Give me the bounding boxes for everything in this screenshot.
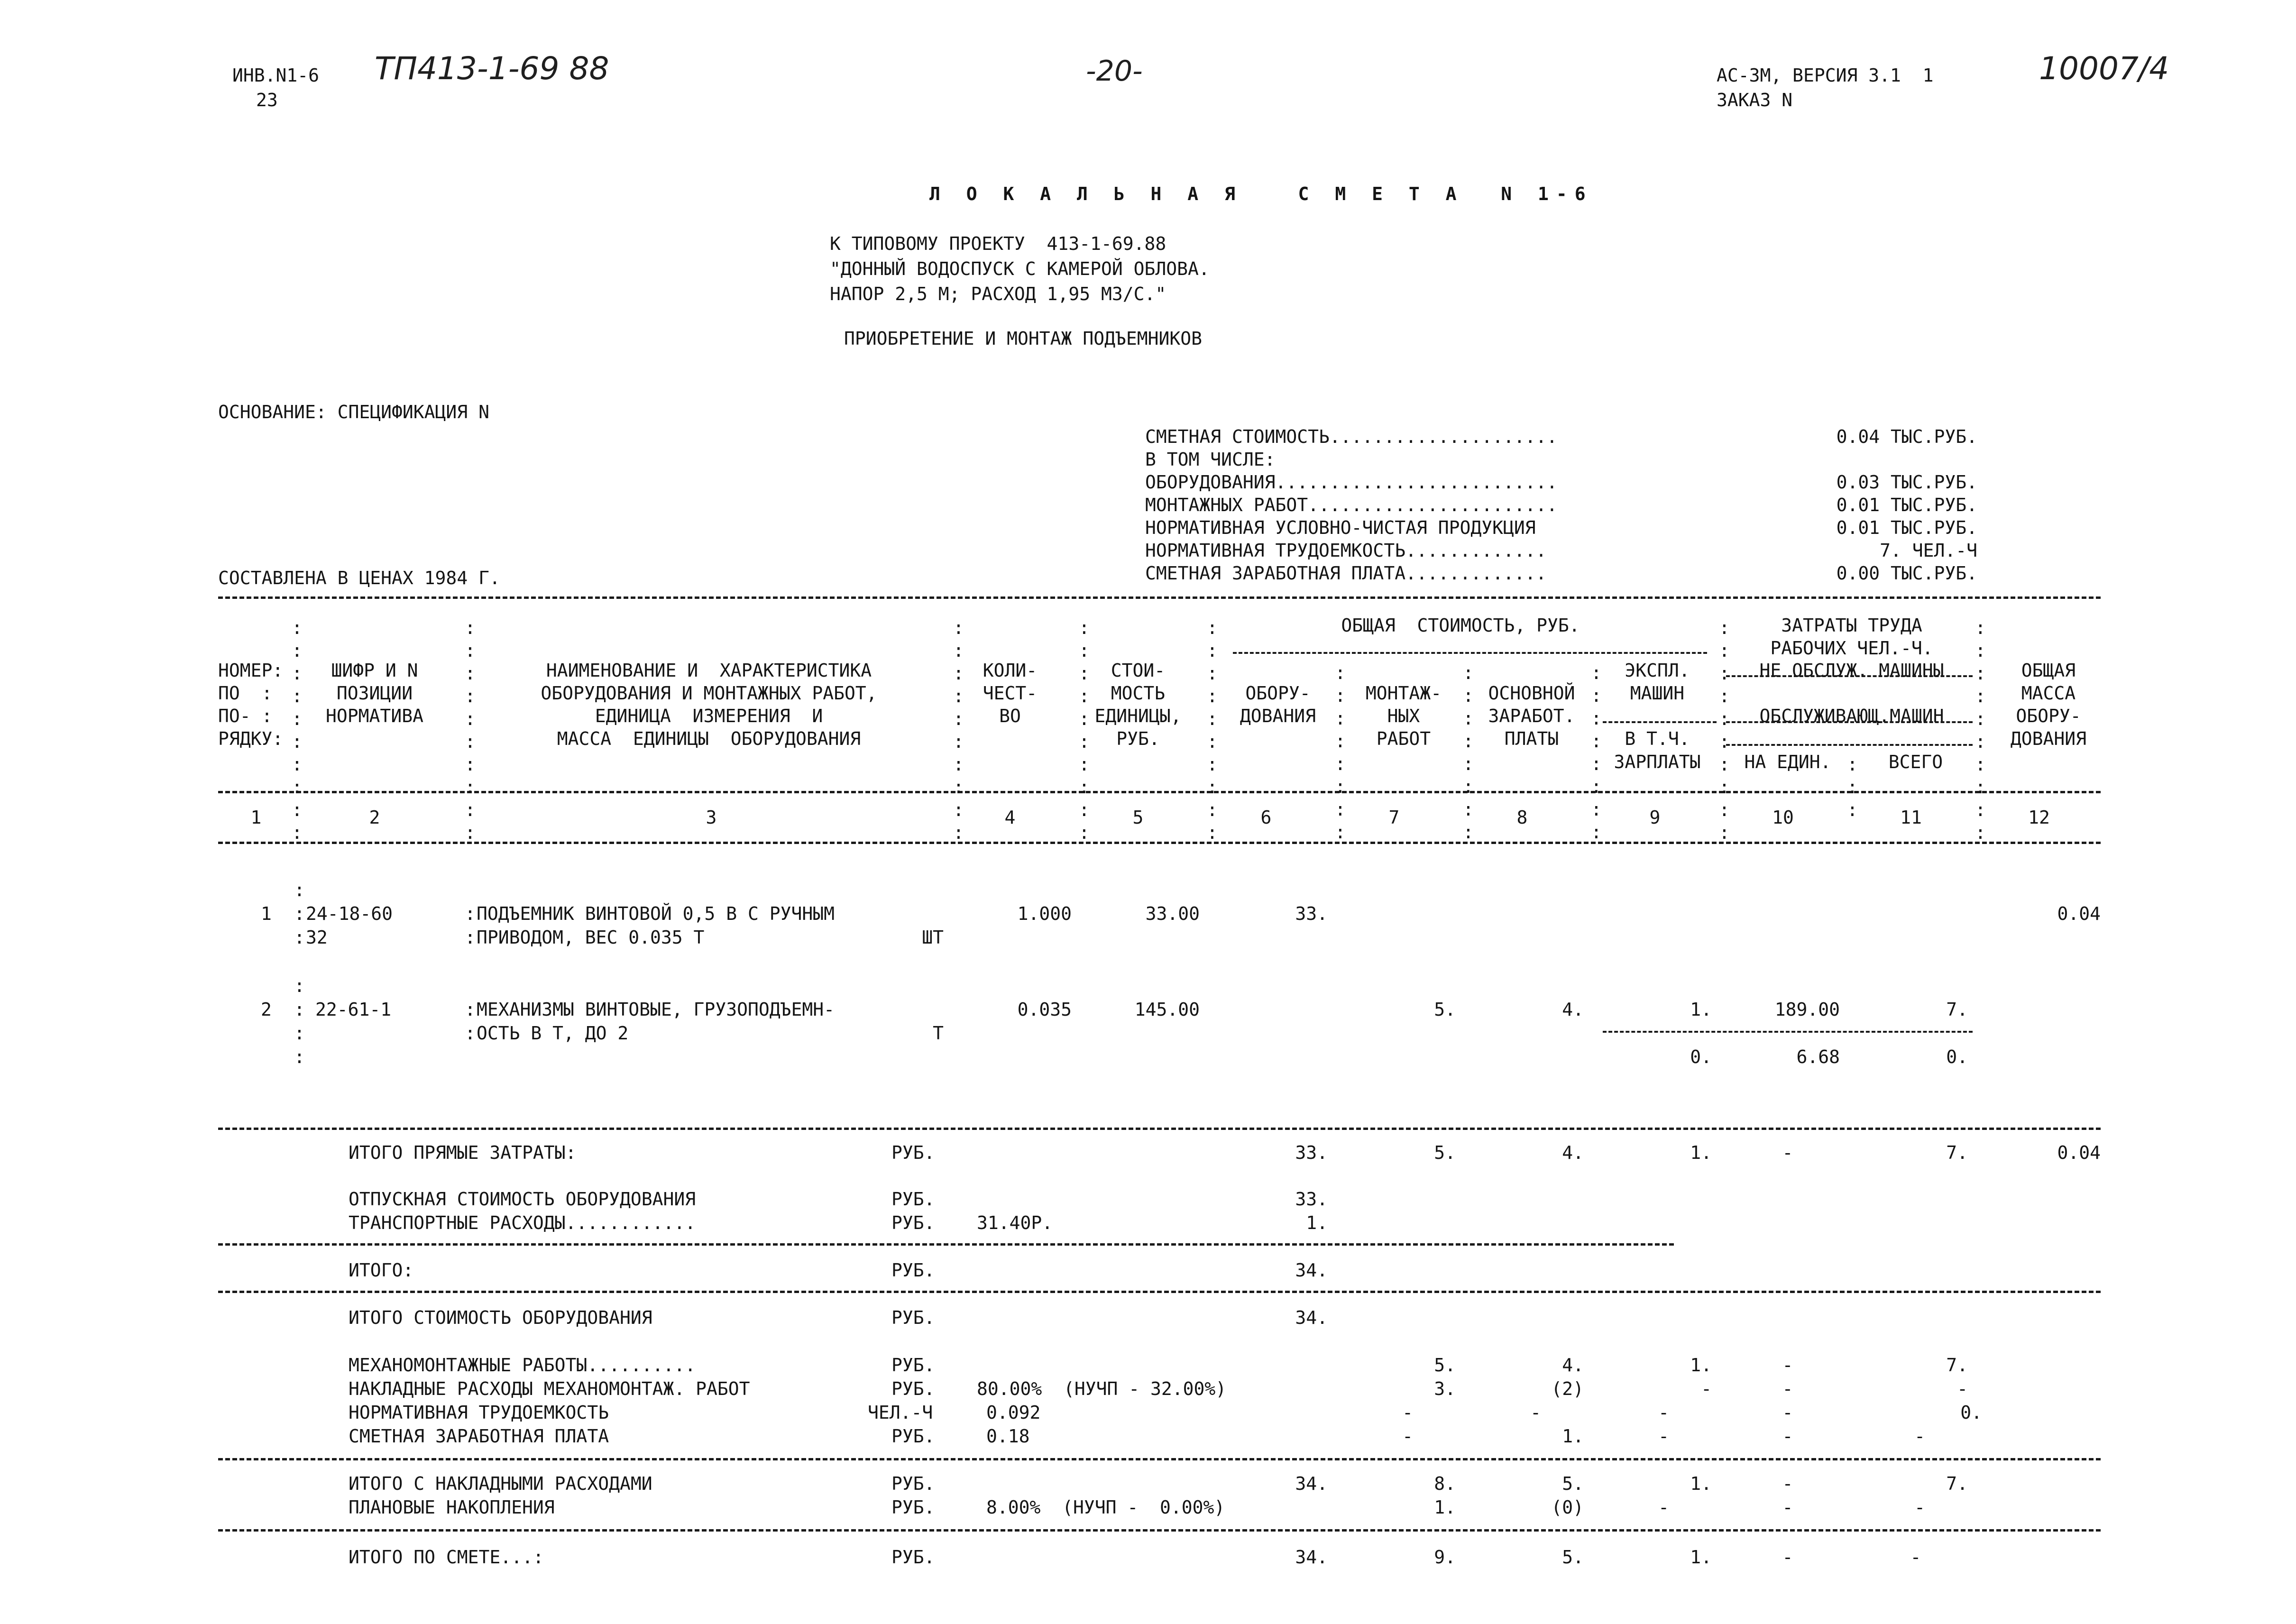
header-col7: НЫХ xyxy=(1387,706,1420,726)
summary-label: В ТОМ ЧИСЛЕ: xyxy=(1145,449,1276,470)
row-code: 24-18-60 xyxy=(306,903,393,924)
column-separator: : : : : : : : : : : xyxy=(1079,617,1090,843)
column-separator: : : : : : : : : xyxy=(1591,662,1602,843)
total-label: СМЕТНАЯ ЗАРАБОТНАЯ ПЛАТА xyxy=(349,1426,609,1447)
summary-value: 0.01 ТЫС.РУБ. xyxy=(1836,517,1977,538)
row-number: 1 xyxy=(261,903,272,924)
header-col11: ВСЕГО xyxy=(1888,752,1943,772)
total-equipment: 34. xyxy=(1295,1260,1328,1281)
title-parameters: НАПОР 2,5 М; РАСХОД 1,95 М3/С." xyxy=(830,284,1166,304)
total-wage: 5. xyxy=(1562,1473,1584,1494)
total-label: ПЛАНОВЫЕ НАКОПЛЕНИЯ xyxy=(349,1497,555,1518)
title-object: "ДОННЫЙ ВОДОСПУСК С КАМЕРОЙ ОБЛОВА. xyxy=(830,258,1210,279)
total-rate: 0.18 xyxy=(986,1426,1030,1447)
total-mass: 0.04 xyxy=(2057,1142,2101,1163)
total-labor: - xyxy=(1957,1378,1968,1399)
header-col6: ОБОРУ- xyxy=(1245,683,1311,704)
rule xyxy=(218,1291,2101,1293)
total-wage: - xyxy=(1530,1402,1541,1423)
total-label: ОТПУСКНАЯ СТОИМОСТЬ ОБОРУДОВАНИЯ xyxy=(349,1189,696,1210)
total-mounting: 5. xyxy=(1434,1142,1456,1163)
order-label: ЗАКАЗ N xyxy=(1717,90,1793,110)
total-labor-unit: - xyxy=(1782,1402,1793,1423)
row-separator: : xyxy=(465,927,476,948)
total-mounting: - xyxy=(1402,1402,1413,1423)
header-col7: МОНТАЖ- xyxy=(1365,683,1442,704)
summary-value: 0.00 ТЫС.РУБ. xyxy=(1836,563,1977,584)
row-number: 2 xyxy=(261,999,272,1020)
column-number: 4 xyxy=(1004,807,1016,828)
header-col12: ОБЩАЯ xyxy=(2021,660,2076,681)
header-col3: ОБОРУДОВАНИЯ И МОНТАЖНЫХ РАБОТ, xyxy=(541,683,877,704)
column-number: 1 xyxy=(250,807,262,828)
row-separator: : xyxy=(294,903,305,924)
rule xyxy=(218,1243,1674,1246)
row-mounting-cost: 5. xyxy=(1434,999,1456,1020)
total-mounting: 5. xyxy=(1434,1355,1456,1376)
row-machine-cost: 1. xyxy=(1690,999,1712,1020)
header-col3: МАССА ЕДИНИЦЫ ОБОРУДОВАНИЯ xyxy=(557,728,861,749)
total-mounting: 3. xyxy=(1434,1378,1456,1399)
total-labor-unit: - xyxy=(1782,1142,1793,1163)
column-separator: : : : : : : : : : : xyxy=(953,617,964,843)
total-labor-unit: - xyxy=(1782,1547,1793,1568)
column-number: 3 xyxy=(706,807,717,828)
row-separator: : xyxy=(465,1023,476,1044)
header-col9: ЗАРПЛАТЫ xyxy=(1614,752,1701,772)
row-labor-unit: 6.68 xyxy=(1796,1046,1840,1067)
total-unit: РУБ. xyxy=(891,1189,935,1210)
total-labor-unit: - xyxy=(1782,1473,1793,1494)
document-subtitle: ПРИОБРЕТЕНИЕ И МОНТАЖ ПОДЪЕМНИКОВ xyxy=(844,328,1202,349)
total-unit: РУБ. xyxy=(891,1497,935,1518)
header-col5: ЕДИНИЦЫ, xyxy=(1094,706,1182,726)
total-label: ИТОГО С НАКЛАДНЫМИ РАСХОДАМИ xyxy=(349,1473,652,1494)
total-unit: РУБ. xyxy=(891,1426,935,1447)
total-labor: 0. xyxy=(1960,1402,1982,1423)
total-label: ИТОГО: xyxy=(349,1260,414,1281)
header-col7: РАБОТ xyxy=(1376,728,1431,749)
header-col9: МАШИН xyxy=(1630,683,1685,704)
total-machine: 1. xyxy=(1690,1547,1712,1568)
header-labor-sub: НЕ ОБСЛУЖ. МАШИНЫ xyxy=(1759,660,1944,681)
total-unit: РУБ. xyxy=(891,1473,935,1494)
header-group-cost: ОБЩАЯ СТОИМОСТЬ, РУБ. xyxy=(1341,615,1580,636)
header-col1: НОМЕР: xyxy=(218,660,284,681)
summary-value: 0.01 ТЫС.РУБ. xyxy=(1836,495,1977,515)
row-unit-cost: 145.00 xyxy=(1134,999,1200,1020)
summary-label: МОНТАЖНЫХ РАБОТ....................... xyxy=(1145,495,1558,515)
total-labor: 7. xyxy=(1946,1355,1968,1376)
rule xyxy=(1233,652,1707,654)
total-mounting: 9. xyxy=(1434,1547,1456,1568)
total-labor: - xyxy=(1914,1497,1925,1518)
header-col1: ПО- : xyxy=(218,706,273,726)
rule xyxy=(218,596,2101,599)
rule xyxy=(218,1529,2101,1532)
system-version: АС-3М, ВЕРСИЯ 3.1 1 xyxy=(1717,65,1934,86)
total-wage: 1. xyxy=(1562,1426,1584,1447)
summary-label: НОРМАТИВНАЯ ТРУДОЕМКОСТЬ............. xyxy=(1145,540,1547,561)
total-mounting: - xyxy=(1402,1426,1413,1447)
column-separator: : : : : : : : : : : xyxy=(292,617,303,843)
column-separator: : : : : : : : : : : xyxy=(1207,617,1218,843)
summary-label: СМЕТНАЯ СТОИМОСТЬ..................... xyxy=(1145,426,1558,447)
rule xyxy=(1726,721,1973,723)
column-number: 10 xyxy=(1772,807,1794,828)
row-separator: : xyxy=(465,903,476,924)
total-unit: РУБ. xyxy=(891,1307,935,1328)
total-machine: - xyxy=(1701,1378,1712,1399)
header-col4: КОЛИ- xyxy=(983,660,1038,681)
header-col6: ДОВАНИЯ xyxy=(1240,706,1316,726)
header-col12: МАССА xyxy=(2021,683,2076,704)
rule xyxy=(1726,675,1973,677)
column-number: 11 xyxy=(1900,807,1922,828)
summary-value: 0.04 ТЫС.РУБ. xyxy=(1836,426,1977,447)
total-wage: 4. xyxy=(1562,1355,1584,1376)
header-col4: ВО xyxy=(999,706,1021,726)
total-labor-unit: - xyxy=(1782,1355,1793,1376)
column-separator: : : : xyxy=(1847,754,1858,820)
total-rate: 31.40Р. xyxy=(977,1212,1053,1233)
column-number: 9 xyxy=(1649,807,1661,828)
inventory-sub: 23 xyxy=(256,90,278,110)
rule xyxy=(1603,721,1717,723)
header-col8: ЗАРАБОТ. xyxy=(1488,706,1575,726)
row-wage: 4. xyxy=(1562,999,1584,1020)
total-unit: РУБ. xyxy=(891,1212,935,1233)
header-col8: ПЛАТЫ xyxy=(1504,728,1559,749)
row-separator: : xyxy=(294,1023,305,1044)
header-col3: НАИМЕНОВАНИЕ И ХАРАКТЕРИСТИКА xyxy=(546,660,872,681)
column-number: 2 xyxy=(369,807,380,828)
total-machine: - xyxy=(1658,1426,1669,1447)
row-separator: : xyxy=(294,1046,305,1067)
rule xyxy=(1726,744,1973,746)
row-labor-total: 0. xyxy=(1946,1046,1968,1067)
total-label: ИТОГО СТОИМОСТЬ ОБОРУДОВАНИЯ xyxy=(349,1307,652,1328)
summary-value: 7. ЧЕЛ.-Ч xyxy=(1880,540,1977,561)
header-col2: ПОЗИЦИИ xyxy=(336,683,413,704)
header-col3: ЕДИНИЦА ИЗМЕРЕНИЯ И xyxy=(595,706,823,726)
row-code: 32 xyxy=(306,927,328,948)
row-code: 22-61-1 xyxy=(315,999,392,1020)
row-unit: Т xyxy=(933,1023,944,1044)
total-label: НОРМАТИВНАЯ ТРУДОЕМКОСТЬ xyxy=(349,1402,609,1423)
total-mounting: 1. xyxy=(1434,1497,1456,1518)
total-machine: 1. xyxy=(1690,1473,1712,1494)
total-labor: 7. xyxy=(1946,1473,1968,1494)
handwritten-code: 10007/4 xyxy=(2039,50,2169,87)
row-machine-wage: 0. xyxy=(1690,1046,1712,1067)
header-col8: ОСНОВНОЙ xyxy=(1488,683,1575,704)
row-separator: : xyxy=(294,975,305,996)
total-label: ТРАНСПОРТНЫЕ РАСХОДЫ............ xyxy=(349,1212,696,1233)
total-unit: РУБ. xyxy=(891,1378,935,1399)
total-equipment: 33. xyxy=(1295,1142,1328,1163)
rule xyxy=(218,842,2101,844)
column-separator: : : : : : : : : xyxy=(1463,662,1474,843)
header-col9: ЭКСПЛ. xyxy=(1625,660,1690,681)
row-unit: ШТ xyxy=(922,927,944,948)
column-separator: : : : : : : : : : : xyxy=(1975,617,1986,843)
header-col1: РЯДКУ: xyxy=(218,728,284,749)
total-equipment: 34. xyxy=(1295,1307,1328,1328)
total-rate: 80.00% (НУЧП - 32.00%) xyxy=(977,1378,1227,1399)
rule xyxy=(218,1458,2101,1460)
rule xyxy=(218,1128,2101,1130)
total-equipment: 34. xyxy=(1295,1547,1328,1568)
total-machine: - xyxy=(1658,1497,1669,1518)
total-label: ИТОГО ПО СМЕТЕ...: xyxy=(349,1547,544,1568)
row-quantity: 0.035 xyxy=(1017,999,1072,1020)
page-number: -20- xyxy=(1086,55,1143,88)
row-equipment-cost: 33. xyxy=(1295,903,1328,924)
header-col4: ЧЕСТ- xyxy=(983,683,1038,704)
header-col10: НА ЕДИН. xyxy=(1744,752,1831,772)
total-wage: 5. xyxy=(1562,1547,1584,1568)
summary-value: 0.03 ТЫС.РУБ. xyxy=(1836,472,1977,493)
total-wage: (2) xyxy=(1551,1378,1584,1399)
row-name: ПОДЪЕМНИК ВИНТОВОЙ 0,5 В С РУЧНЫМ xyxy=(477,903,835,924)
header-labor-sub: ОБСЛУЖИВАЮЩ.МАШИН xyxy=(1759,706,1944,726)
row-labor-total: 7. xyxy=(1946,999,1968,1020)
summary-label: НОРМАТИВНАЯ УСЛОВНО-ЧИСТАЯ ПРОДУКЦИЯ xyxy=(1145,517,1536,538)
total-labor-unit: - xyxy=(1782,1378,1793,1399)
total-rate: 8.00% (НУЧП - 0.00%) xyxy=(986,1497,1225,1518)
basis-line: ОСНОВАНИЕ: СПЕЦИФИКАЦИЯ N xyxy=(218,402,489,422)
header-col12: ОБОРУ- xyxy=(2016,706,2081,726)
total-labor: - xyxy=(1910,1547,1921,1568)
total-rate: 0.092 xyxy=(986,1402,1041,1423)
total-labor: - xyxy=(1914,1426,1925,1447)
total-unit: РУБ. xyxy=(891,1260,935,1281)
column-separator: : : : : : : : : : : xyxy=(465,617,476,843)
column-separator: : : : : : : : : xyxy=(1335,662,1346,843)
summary-label: ОБОРУДОВАНИЯ.......................... xyxy=(1145,472,1558,493)
document-title: Л О К А Л Ь Н А Я С М Е Т А N 1-6 xyxy=(929,184,1593,204)
row-name: ОСТЬ В Т, ДО 2 xyxy=(477,1023,629,1044)
total-machine: 1. xyxy=(1690,1142,1712,1163)
header-group-labor: РАБОЧИХ ЧЕЛ.-Ч. xyxy=(1770,638,1933,659)
row-separator: : xyxy=(294,880,305,900)
header-col2: НОРМАТИВА xyxy=(326,706,423,726)
header-col1: ПО : xyxy=(218,683,273,704)
column-number: 5 xyxy=(1132,807,1144,828)
total-label: МЕХАНОМОНТАЖНЫЕ РАБОТЫ.......... xyxy=(349,1355,696,1376)
header-col5: РУБ. xyxy=(1116,728,1160,749)
total-mounting: 8. xyxy=(1434,1473,1456,1494)
total-machine: 1. xyxy=(1690,1355,1712,1376)
total-unit: РУБ. xyxy=(891,1355,935,1376)
total-label: НАКЛАДНЫЕ РАСХОДЫ МЕХАНОМОНТАЖ. РАБОТ xyxy=(349,1378,750,1399)
header-col5: МОСТЬ xyxy=(1111,683,1166,704)
total-unit: РУБ. xyxy=(891,1547,935,1568)
row-quantity: 1.000 xyxy=(1017,903,1072,924)
column-number: 7 xyxy=(1388,807,1400,828)
header-group-labor: ЗАТРАТЫ ТРУДА xyxy=(1781,615,1922,636)
total-unit: РУБ. xyxy=(891,1142,935,1163)
total-equipment: 1. xyxy=(1306,1212,1328,1233)
header-col12: ДОВАНИЯ xyxy=(2010,728,2087,749)
inventory-number: ИНВ.N1-6 xyxy=(232,65,320,86)
column-number: 6 xyxy=(1260,807,1272,828)
total-labor-unit: - xyxy=(1782,1497,1793,1518)
total-labor-unit: - xyxy=(1782,1426,1793,1447)
title-project: К ТИПОВОМУ ПРОЕКТУ 413-1-69.88 xyxy=(830,233,1166,254)
header-col5: СТОИ- xyxy=(1111,660,1166,681)
row-mass: 0.04 xyxy=(2057,903,2101,924)
row-name: ПРИВОДОМ, ВЕС 0.035 Т xyxy=(477,927,705,948)
row-separator: : xyxy=(294,999,305,1020)
total-unit: ЧЕЛ.-Ч xyxy=(868,1402,933,1423)
summary-label: СМЕТНАЯ ЗАРАБОТНАЯ ПЛАТА............. xyxy=(1145,563,1547,584)
total-equipment: 33. xyxy=(1295,1189,1328,1210)
total-wage: 4. xyxy=(1562,1142,1584,1163)
row-separator: : xyxy=(465,999,476,1020)
total-wage: (0) xyxy=(1551,1497,1584,1518)
total-labor: 7. xyxy=(1946,1142,1968,1163)
row-unit-cost: 33.00 xyxy=(1145,903,1200,924)
total-label: ИТОГО ПРЯМЫЕ ЗАТРАТЫ: xyxy=(349,1142,577,1163)
rule xyxy=(1603,1031,1973,1033)
total-equipment: 34. xyxy=(1295,1473,1328,1494)
column-separator: : : : : : : : : : : xyxy=(1719,617,1730,843)
column-number: 8 xyxy=(1516,807,1528,828)
column-number: 12 xyxy=(2028,807,2050,828)
row-separator: : xyxy=(294,927,305,948)
prices-year: СОСТАВЛЕНА В ЦЕНАХ 1984 Г. xyxy=(218,568,500,588)
handwritten-project-number: ТП413-1-69 88 xyxy=(375,50,609,87)
row-name: МЕХАНИЗМЫ ВИНТОВЫЕ, ГРУЗОПОДЪЕМН- xyxy=(477,999,835,1020)
rule xyxy=(218,791,2101,793)
header-col2: ШИФР И N xyxy=(331,660,418,681)
header-col9: В Т.Ч. xyxy=(1625,728,1690,749)
total-machine: - xyxy=(1658,1402,1669,1423)
row-labor-unit: 189.00 xyxy=(1774,999,1840,1020)
